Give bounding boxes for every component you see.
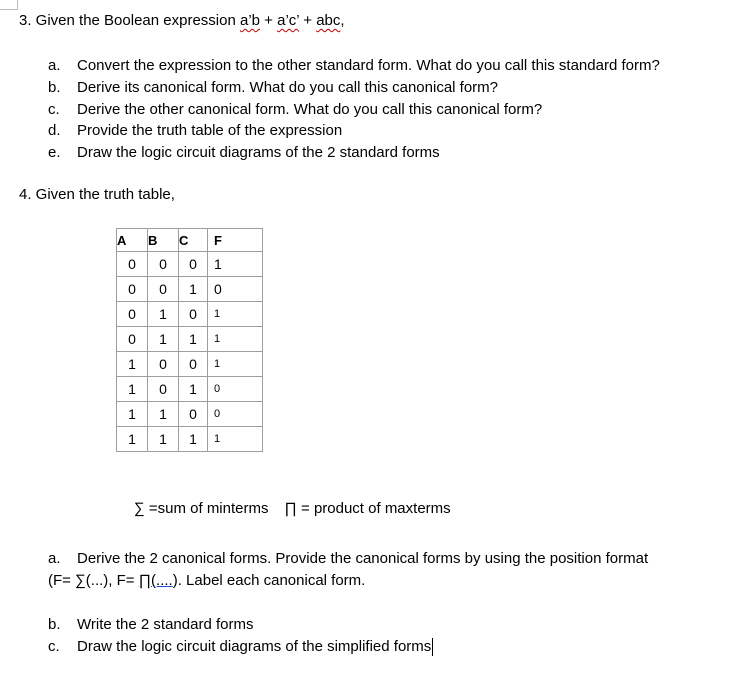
table-cell: 1 (148, 302, 179, 327)
expression-term-3: abc (316, 12, 341, 29)
q3-item-e (48, 144, 440, 162)
q3-item-d-text: Provide the truth table of the expression (77, 122, 343, 139)
table-cell: 1 (208, 352, 263, 377)
table-cell: 0 (179, 352, 208, 377)
q3-item-c-text: Derive the other canonical form. What do you call this canonical form? (77, 101, 543, 118)
table-cell: 0 (179, 252, 208, 277)
q4-item-a (48, 550, 648, 568)
q4-item-c-text: Draw the logic circuit diagrams of the simplified forms (77, 638, 432, 655)
truth-table-header-a: A (117, 229, 148, 252)
table-row (117, 427, 263, 452)
sum-legend-text: =sum of minterms (144, 500, 269, 517)
table-cell: 1 (179, 377, 208, 402)
q4-item-a-line2-prefix: (F= ∑(...), F= (48, 572, 139, 589)
table-row (117, 327, 263, 352)
table-cell: 1 (208, 327, 263, 352)
table-cell: 0 (208, 277, 263, 302)
q3-item-a-text: Convert the expression to the other standard form. What do you call this standard form? (77, 57, 660, 74)
table-cell: 0 (117, 252, 148, 277)
table-cell: 1 (179, 427, 208, 452)
q4-item-c (48, 638, 433, 656)
q4-item-b (48, 616, 253, 634)
truth-table-header-f: F (208, 229, 263, 252)
table-cell: 0 (148, 377, 179, 402)
q3-item-e-text: Draw the logic circuit diagrams of the 2 standard forms (77, 144, 440, 161)
q3-item-d (48, 122, 342, 140)
question-3-title-suffix: , (340, 12, 345, 29)
table-cell: 1 (179, 277, 208, 302)
q4-item-b-text: Write the 2 standard forms (77, 616, 254, 633)
expression-plus-1: + (260, 12, 278, 29)
truth-table (116, 228, 263, 452)
table-row (117, 352, 263, 377)
table-cell: 0 (117, 302, 148, 327)
product-symbol: ∏ (284, 500, 297, 517)
sum-product-legend (134, 500, 451, 518)
table-cell: 0 (148, 252, 179, 277)
q3-item-b-text: Derive its canonical form. What do you call this canonical form? (77, 79, 499, 96)
truth-table-header-row (117, 229, 263, 252)
sum-symbol: ∑ (134, 500, 145, 517)
q3-item-b-label: b. (48, 79, 61, 96)
q3-item-c-label: c. (48, 101, 60, 118)
table-row (117, 377, 263, 402)
table-cell: 1 (208, 302, 263, 327)
q4-item-b-label: b. (48, 616, 61, 633)
table-cell: 1 (117, 402, 148, 427)
truth-table-header-c: C (179, 229, 208, 252)
table-row (117, 277, 263, 302)
q3-item-b (48, 79, 498, 97)
table-cell: 1 (179, 327, 208, 352)
table-cell: 0 (117, 277, 148, 302)
q4-item-a-product-notation: ∏(.... (138, 572, 173, 589)
table-cell: 0 (179, 302, 208, 327)
q3-item-a-label: a. (48, 57, 61, 74)
q4-item-a-line2-suffix: ). Label each canonical form. (172, 572, 366, 589)
expression-term-2: a’c’ (277, 12, 300, 29)
question-3-title (19, 12, 345, 30)
table-cell: 1 (208, 252, 263, 277)
q3-item-a (48, 57, 660, 75)
product-legend-text: = product of maxterms (296, 500, 451, 517)
page-corner-marker (0, 0, 18, 10)
table-cell: 0 (148, 277, 179, 302)
q3-item-e-label: e. (48, 144, 61, 161)
text-cursor (432, 638, 433, 656)
q4-item-a-line1: Derive the 2 canonical forms. Provide the canonical forms by using the position format (77, 550, 649, 567)
table-cell: 1 (117, 427, 148, 452)
table-cell: 1 (117, 352, 148, 377)
table-cell: 0 (208, 377, 263, 402)
table-row (117, 252, 263, 277)
expression-term-1: a’b (239, 12, 261, 29)
table-cell: 1 (208, 427, 263, 452)
table-cell: 0 (117, 327, 148, 352)
table-cell: 0 (148, 352, 179, 377)
table-cell: 1 (148, 427, 179, 452)
q4-item-c-label: c. (48, 638, 60, 655)
expression-plus-2: + (299, 12, 317, 29)
truth-table-header-b: B (148, 229, 179, 252)
q3-item-d-label: d. (48, 122, 61, 139)
table-cell: 1 (148, 327, 179, 352)
question-4-title: 4. Given the truth table, (19, 186, 175, 203)
q3-item-c (48, 101, 542, 119)
table-cell: 0 (208, 402, 263, 427)
table-row (117, 302, 263, 327)
question-3-title-prefix: 3. Given the Boolean expression (19, 12, 240, 29)
q4-item-a-label: a. (48, 550, 61, 567)
table-cell: 0 (179, 402, 208, 427)
table-cell: 1 (148, 402, 179, 427)
table-cell: 1 (117, 377, 148, 402)
table-row (117, 402, 263, 427)
q4-item-a-line2 (48, 572, 365, 590)
